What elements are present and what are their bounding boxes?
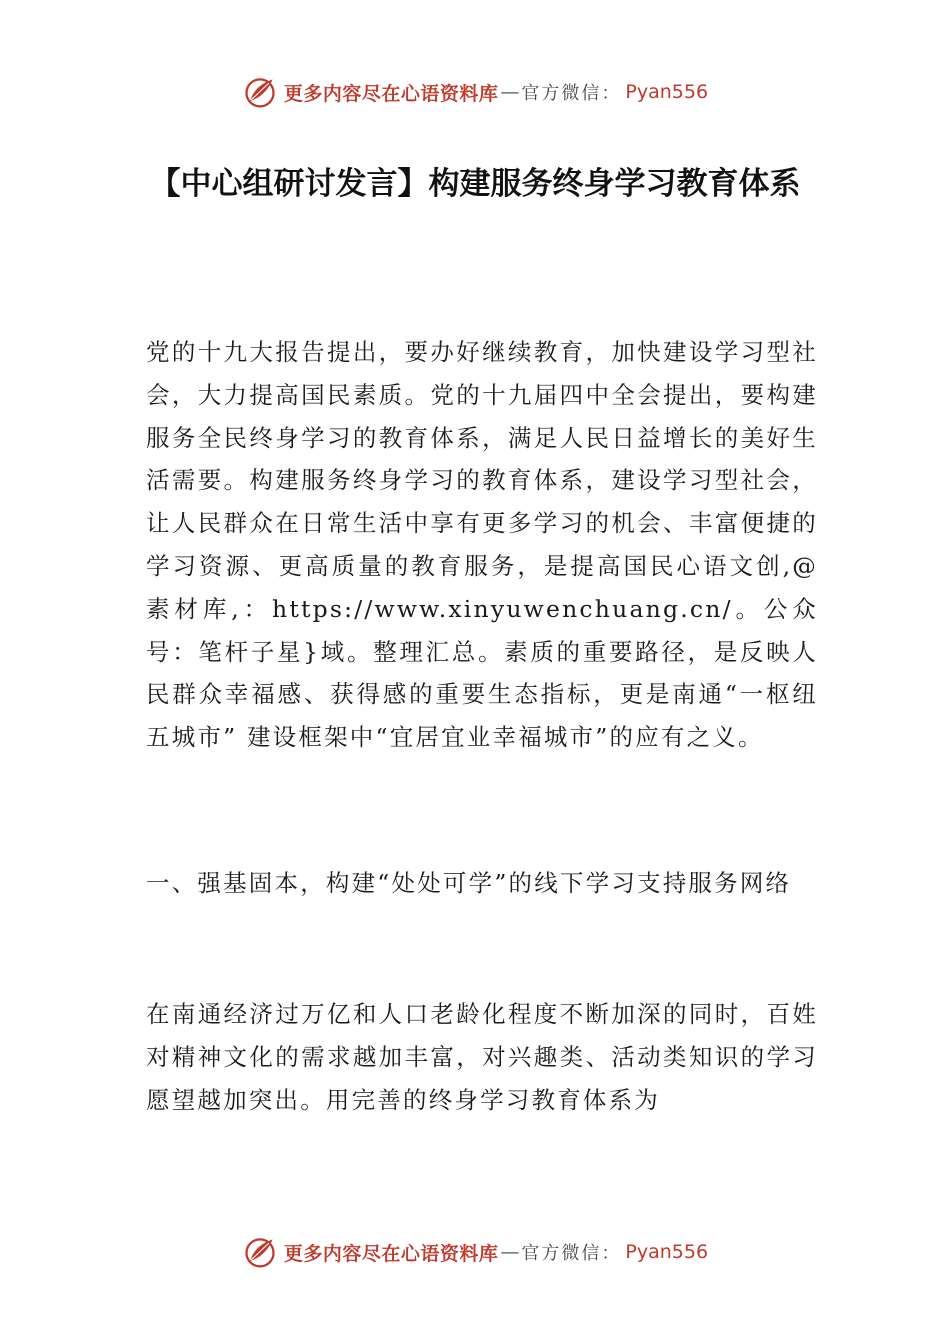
leaf-logo-icon <box>242 74 278 110</box>
wechat-label: 官方微信： <box>521 1243 622 1264</box>
watermark-separator: — <box>500 1241 520 1263</box>
header-watermark <box>0 72 950 112</box>
section-heading-1: 一、强基固本，构建“处处可学”的线下学习支持服务网络 <box>146 869 792 897</box>
leaf-logo-icon <box>242 1234 278 1270</box>
watermark-separator: — <box>500 81 520 103</box>
footer-watermark <box>0 1232 950 1272</box>
document-title: 【中心组研讨发言】构建服务终身学习教育体系 <box>149 166 801 202</box>
paragraph-2: 在南通经济过万亿和人口老龄化程度不断加深的同时，百姓对精神文化的需求越加丰富，对兴趣类、活动类知识的学习愿望越加突出。用完善的终身学习教育体系为 <box>146 1000 818 1114</box>
wechat-id: Pyan556 <box>625 81 709 103</box>
paragraph-1: 党的十九大报告提出，要办好继续教育，加快建设学习型社会，大力提高国民素质。党的十九届四中全会提出，要构建服务全民终身学习的教育体系，满足人民日益增长的美好生活需要。构建服务终身学习的教育体系，建设学习型社会，让人民群众在日常生活中享有更多学习的机会、丰富便捷的学习资源、更高质量的教育服务，是提高国民心语文创,@素材库,：https://www.xinyuwenchuang.cn/。公众号：笔杆子星}域。整理汇总。素质的重要路径，是反映人民群众幸福感、获得感的重要生态指标，更是南通“一枢纽五城市” 建设框架中“宜居宜业幸福城市”的应有之义。 <box>146 338 818 752</box>
watermark-text: 更多内容尽在心语资料库 <box>283 82 499 105</box>
wechat-label: 官方微信： <box>521 83 622 104</box>
watermark-text: 更多内容尽在心语资料库 <box>283 1242 499 1265</box>
wechat-id: Pyan556 <box>625 1241 709 1263</box>
